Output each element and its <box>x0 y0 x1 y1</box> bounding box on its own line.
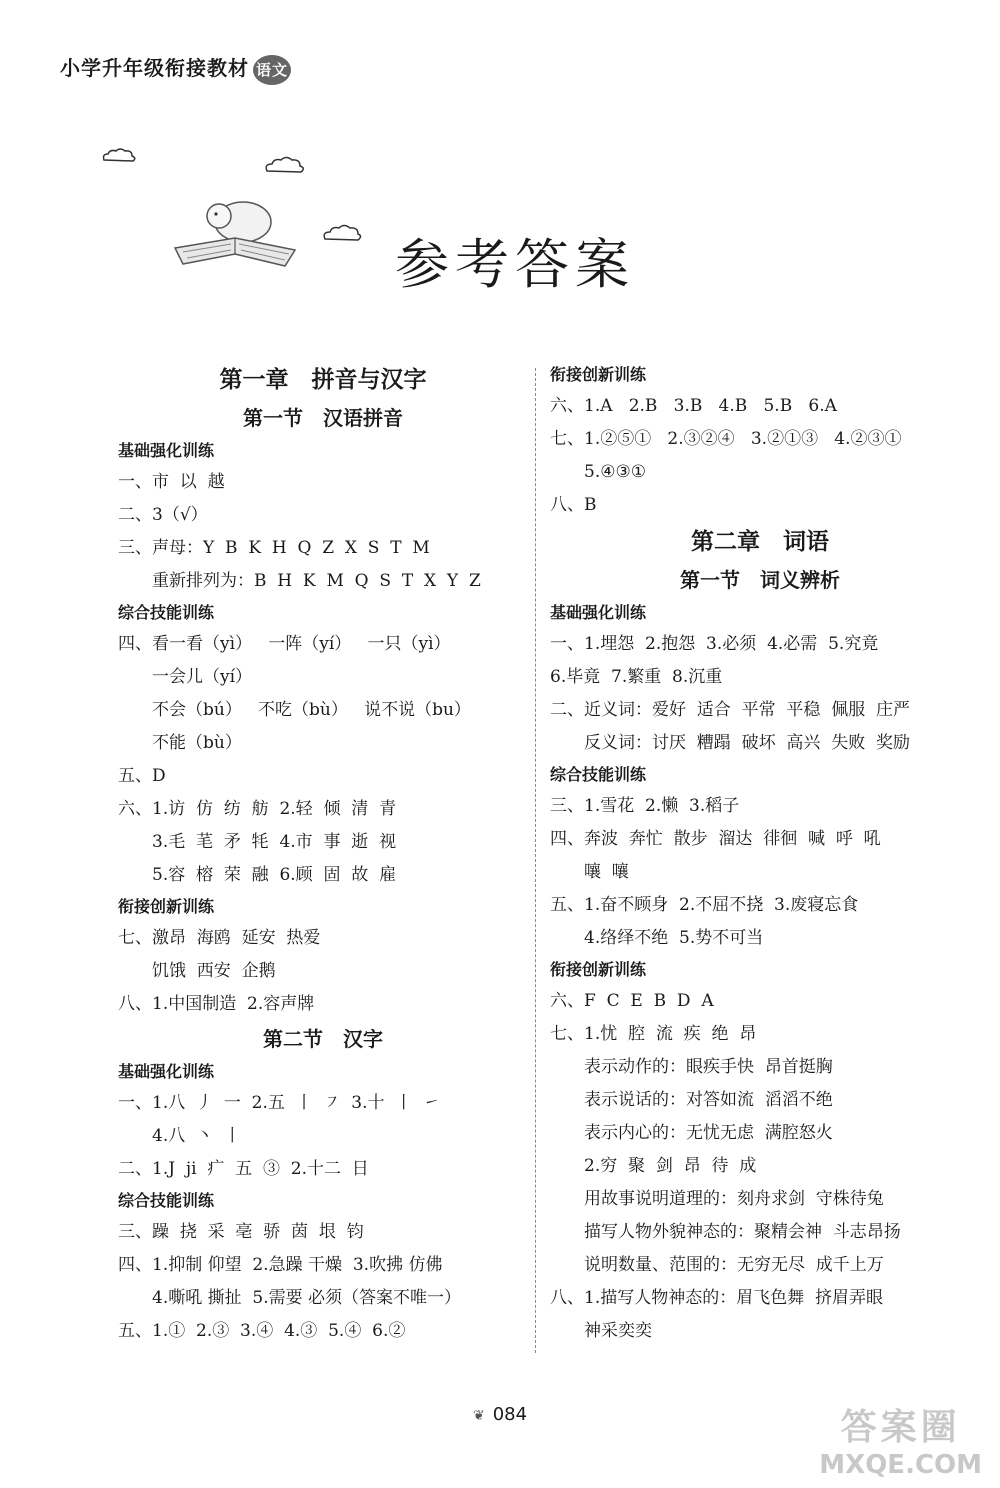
answer-line-continued: 表示说话的：对答如流 滔滔不绝 <box>584 1090 833 1110</box>
exercise-heading: 基础强化训练 <box>118 1062 215 1081</box>
answer-line: 五、D <box>118 766 166 786</box>
watermark <box>819 1399 982 1480</box>
answer-line-continued: 用故事说明道理的：刻舟求剑 守株待兔 <box>584 1189 884 1209</box>
answer-line: 6.毕竟 7.繁重 8.沉重 <box>550 667 723 687</box>
answer-line-continued: 反义词：讨厌 糟蹋 破坏 高兴 失败 奖励 <box>584 733 911 753</box>
book-series-title: 小学升年级衔接教材 <box>60 56 249 80</box>
answer-line: 五、1.奋不顾身 2.不屈不挠 3.废寝忘食 <box>550 895 859 915</box>
answer-line: 三、躁 挠 采 亳 骄 茵 垠 钧 <box>118 1222 364 1242</box>
answer-line: 一、市 以 越 <box>118 472 225 492</box>
answer-line: 一、1.八 丿 一 2.五 丨 ㇇ 3.十 丨 ㇀ <box>118 1093 441 1113</box>
exercise-heading: 综合技能训练 <box>118 1191 215 1210</box>
answer-line-continued: 重新排列为：B H K M Q S T X Y Z <box>152 571 481 591</box>
exercise-heading: 衔接创新训练 <box>118 897 215 916</box>
answer-line: 八、1.中国制造 2.容声牌 <box>118 994 315 1014</box>
answer-line: 四、1.抑制 仰望 2.急躁 干燥 3.吹拂 仿佛 <box>118 1255 443 1275</box>
sheep-on-book-icon <box>165 188 305 270</box>
answer-line-continued: 不能（bù） <box>152 733 242 753</box>
book-header <box>60 52 291 85</box>
answer-line-continued: 表示动作的：眼疾手快 昂首挺胸 <box>584 1057 833 1077</box>
answer-line: 一、1.埋怨 2.抱怨 3.必须 4.必需 5.究竟 <box>550 634 879 654</box>
section-heading: 第一节 汉语拼音 <box>243 406 403 430</box>
watermark-url: MXQE.COM <box>819 1450 982 1480</box>
answer-line: 七、1.②⑤① 2.③②④ 3.②①③ 4.②③① <box>550 429 902 449</box>
answer-line: 六、1.A 2.B 3.B 4.B 5.B 6.A <box>550 396 837 416</box>
cloud-icon <box>100 146 138 166</box>
answer-line-continued: 饥饿 西安 企鹅 <box>152 961 276 981</box>
answer-line-continued: 不会（bú） 不吃（bù） 说不说（bu） <box>152 700 471 720</box>
answer-line-continued: 4.八 丶 丨 <box>152 1126 241 1146</box>
answer-line: 四、奔波 奔忙 散步 溜达 徘徊 喊 呼 吼 <box>550 829 881 849</box>
answer-line-continued: 说明数量、范围的：无穷无尽 成千上万 <box>584 1255 884 1275</box>
exercise-heading: 衔接创新训练 <box>550 960 647 979</box>
column-divider <box>535 368 536 1353</box>
right-column <box>550 360 970 1348</box>
exercise-heading: 基础强化训练 <box>550 603 647 622</box>
answer-line: 二、1.J ji 疒 五 ③ 2.十二 日 <box>118 1159 369 1179</box>
answer-line-continued: 一会儿（yí） <box>152 667 253 687</box>
answer-line-continued: 表示内心的：无忧无虑 满腔怒火 <box>584 1123 833 1143</box>
answer-line-continued: 5.容 榕 荣 融 6.顾 固 故 雇 <box>152 865 397 885</box>
answer-line-continued: 描写人物外貌神态的：聚精会神 斗志昂扬 <box>584 1222 901 1242</box>
answer-line-continued: 神采奕奕 <box>584 1321 652 1341</box>
answer-line-continued: 5.④③① <box>584 462 646 482</box>
answer-line: 八、1.描写人物神态的：眉飞色舞 挤眉弄眼 <box>550 1288 884 1308</box>
page-title: 参考答案 <box>395 233 635 296</box>
subject-badge: 语文 <box>253 55 291 85</box>
answer-line: 四、看一看（yì） 一阵（yí） 一只（yì） <box>118 634 451 654</box>
watermark-text: 答案圈 <box>840 1407 961 1448</box>
answer-line: 二、3（√） <box>118 505 208 525</box>
answer-line: 七、激昂 海鸥 延安 热爱 <box>118 928 321 948</box>
answer-line: 三、1.雪花 2.懒 3.稻子 <box>550 796 740 816</box>
answer-line: 三、声母：Y B K H Q Z X S T M <box>118 538 430 558</box>
answer-line: 八、B <box>550 495 597 515</box>
answer-line-continued: 4.嘶吼 撕扯 5.需要 必须（答案不唯一） <box>152 1288 462 1308</box>
cloud-icon <box>262 154 308 178</box>
leaf-icon: ❦ <box>472 1408 485 1424</box>
answer-line-continued: 4.络绎不绝 5.势不可当 <box>584 928 764 948</box>
answer-line: 六、1.访 仿 纺 舫 2.轻 倾 清 青 <box>118 799 397 819</box>
left-column <box>118 360 528 1348</box>
section-heading: 第二节 汉字 <box>263 1027 383 1051</box>
answer-line-continued: 2.穷 聚 剑 昂 待 成 <box>584 1156 757 1176</box>
cloud-icon <box>320 222 364 246</box>
section-heading: 第一节 词义辨析 <box>680 568 840 592</box>
answer-line: 六、F C E B D A <box>550 991 714 1011</box>
chapter-heading: 第二章 词语 <box>691 529 829 555</box>
chapter-heading: 第一章 拼音与汉字 <box>219 367 427 393</box>
answer-line-continued: 3.毛 芼 矛 牦 4.市 事 逝 视 <box>152 832 397 852</box>
exercise-heading: 衔接创新训练 <box>550 365 647 384</box>
answer-line: 五、1.① 2.③ 3.④ 4.③ 5.④ 6.② <box>118 1321 406 1341</box>
answer-line-continued: 嚷 嚷 <box>584 862 629 882</box>
exercise-heading: 综合技能训练 <box>118 603 215 622</box>
page-number: 084 <box>492 1404 528 1425</box>
exercise-heading: 基础强化训练 <box>118 441 215 460</box>
answer-line: 二、近义词：爱好 适合 平常 平稳 佩服 庄严 <box>550 700 911 720</box>
answer-line: 七、1.忧 腔 流 疾 绝 昂 <box>550 1024 757 1044</box>
exercise-heading: 综合技能训练 <box>550 765 647 784</box>
